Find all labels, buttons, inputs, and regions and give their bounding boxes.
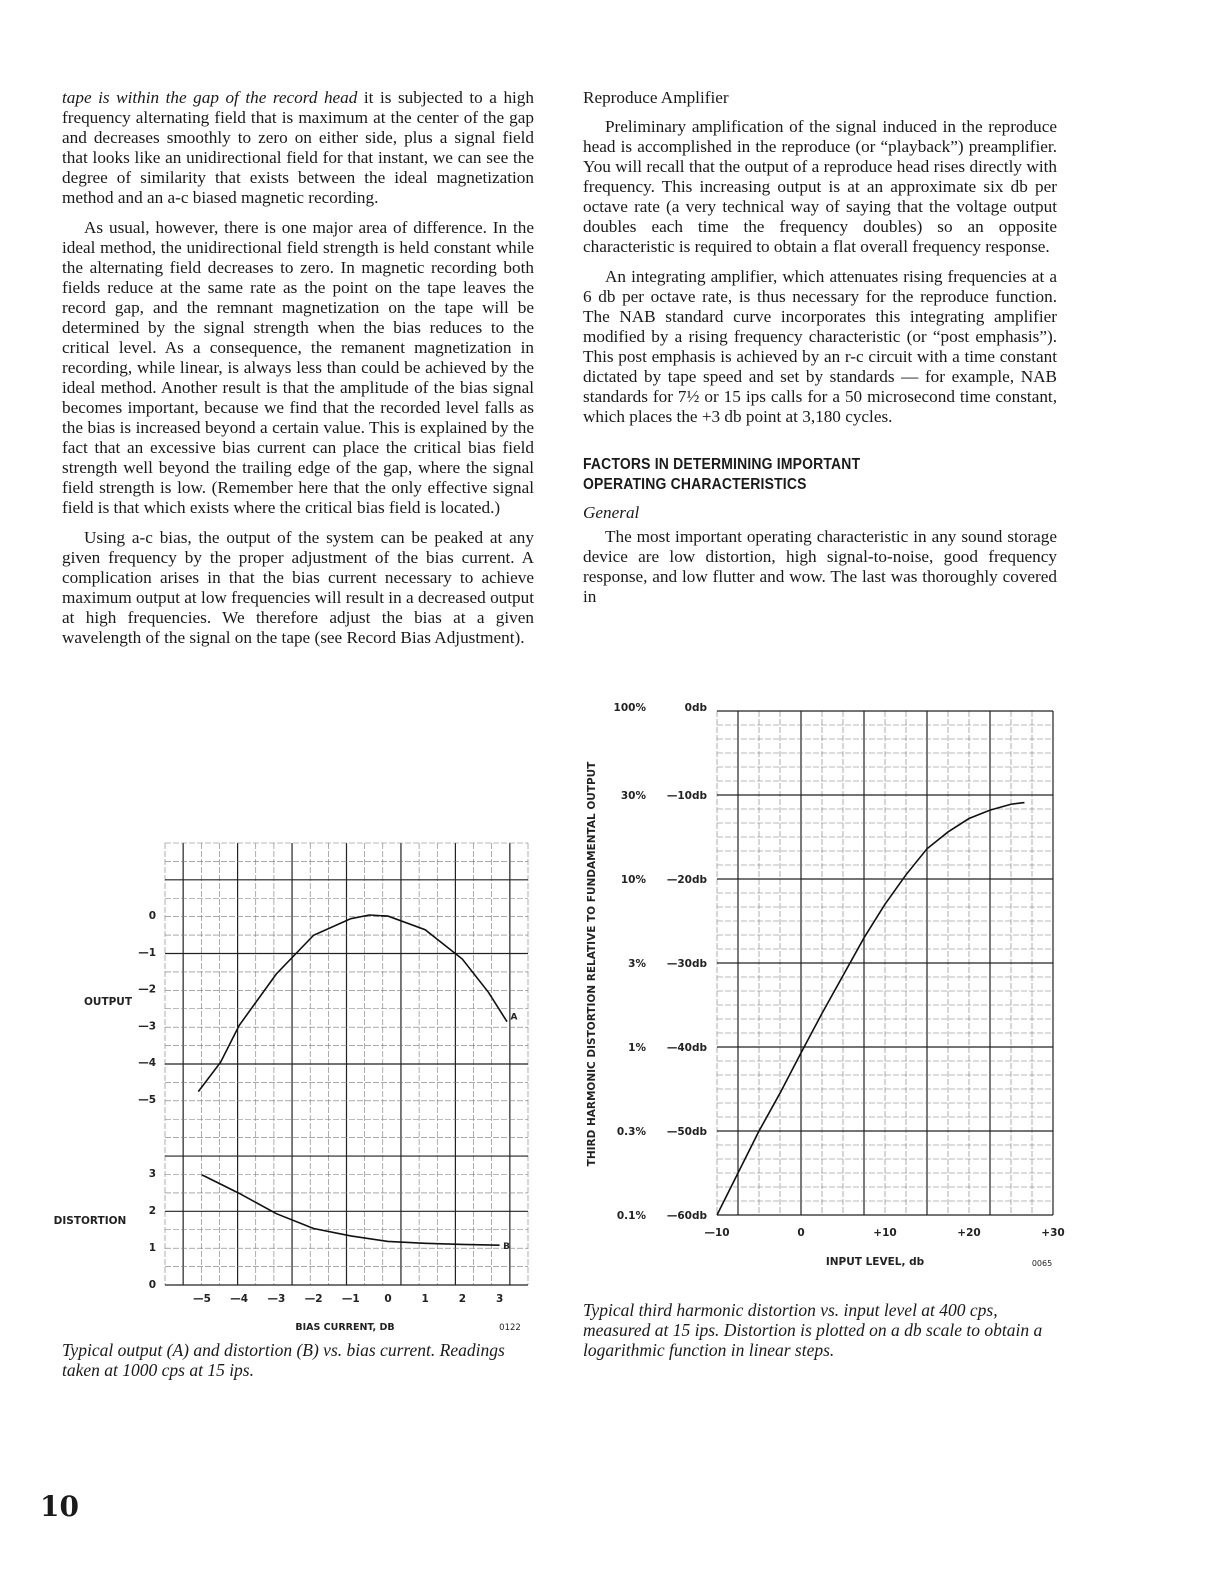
x-tick-label: —3 [267,1293,286,1305]
x-tick-label: 0 [384,1293,392,1305]
x-tick-label: 0 [797,1227,805,1239]
subheading-reproduce-amplifier: Reproduce Amplifier [583,88,729,107]
y-tick-label-percent: 30% [620,790,646,802]
x-axis-label: INPUT LEVEL, db [825,1256,925,1268]
page-number: 10 [40,1490,79,1523]
series-line-distortion [717,803,1024,1215]
distortion-chart-grid [717,711,1053,1215]
heading-line: FACTORS IN DETERMINING IMPORTANT [583,456,861,473]
y-tick-label-output: —1 [138,946,156,959]
paragraph: The most important operating characteristic in any sound storage device are low distortion, high signal-to-noise, good frequency response, and low flutter and wow. The last was thoroughly covered in [583,527,1057,606]
y-tick-label-output: —4 [138,1057,156,1070]
paragraph-text: it is subjected to a high frequency alternating field that is maximum at the center of the gap and decreases smoothly to zero on either side, plus a signal field that looks like an unidirectional field for that instant, we can see the degree of similarity that exists between the ideal magnetization method and an a-c biased magnetic recording. [62,88,534,207]
figure-caption-distortion: Typical third harmonic distortion vs. input level at 400 cps, measured at 15 ips. Distortion is plotted on a db scale to obtain a logarithmic function in linear steps. [583,1300,1043,1360]
y-tick-label-db: —40db [666,1042,707,1054]
x-tick-label: —4 [230,1293,249,1305]
y-tick-label-output: —3 [138,1020,156,1033]
x-tick-label: +20 [957,1227,981,1239]
x-tick-label: 2 [458,1293,467,1305]
paragraph: An integrating amplifier, which attenuates rising frequencies at a 6 db per octave rate, is thus necessary for the reproduce function. The NAB standard curve incorporates this integrating amplifier modified by a rising frequency characteristic (or “post emphasis”). This post emphasis is achieved by an r-c circuit with a time constant dictated by tape speed and set by standards — for example, NAB standards for 7½ or 15 ips calls for a 50 microsecond time constant, which places the +3 db point at 3,180 cycles. [583,267,1057,426]
figure-code: 0122 [499,1323,521,1333]
y-axis-label-distortion: DISTORTION [53,1215,127,1227]
y-tick-label-percent: 0.3% [616,1126,646,1138]
figure-caption-bias: Typical output (A) and distortion (B) vs. bias current. Readings taken at 1000 cps at 15 ips. [62,1340,505,1380]
x-tick-label: —2 [304,1293,323,1305]
x-tick-label: 3 [495,1293,504,1305]
y-tick-label-percent: 3% [628,958,646,970]
series-label-A: A [510,1012,518,1023]
y-tick-label-db: —30db [666,958,707,970]
y-tick-label-percent: 10% [620,874,646,886]
y-tick-label-db: —20db [666,874,707,886]
y-axis-label-output: OUTPUT [84,996,132,1008]
subheading-general: General [583,503,640,522]
y-tick-label-db: —10db [666,790,707,802]
y-tick-label-db: —50db [666,1126,707,1138]
y-tick-label-distortion: 2 [148,1205,156,1217]
y-axis-label: THIRD HARMONIC DISTORTION RELATIVE TO FUNDAMENTAL OUTPUT [586,761,598,1167]
x-axis-label: BIAS CURRENT, DB [295,1322,395,1333]
figure-code: 0065 [1031,1259,1053,1268]
x-tick-label: +10 [873,1227,897,1239]
x-tick-label: —1 [341,1293,360,1305]
italic-phrase: tape is within the gap of the record head [62,88,358,107]
series-label-B: B [503,1242,511,1253]
paragraph: As usual, however, there is one major area of difference. In the ideal method, the unidirectional field strength is held constant while the alternating field decreases to zero. In magnetic recording both fields reduce at the same rate as the point on the tape leaves the record gap, and the remnant magnetization on the tape will be determined by the signal strength when the bias reduces to the critical level. As a consequence, the remanent magnetization in recording, while linear, is always less than could be achieved by the ideal method. Another result is that the amplitude of the bias signal becomes important, because we find that the recorded level falls as the bias is increased beyond a certain value. This is explained by the fact that an excessive bias current can place the critical bias field strength well beyond the trailing edge of the gap, where the signal field strength is low. (Remember here that the only effective signal field is that which exists where the critical bias field is located.) [62,218,534,517]
x-tick-label: —5 [193,1293,211,1305]
y-tick-label-output: 0 [148,910,156,922]
y-tick-label-output: —5 [138,1094,156,1106]
x-tick-label: 1 [421,1293,429,1305]
y-tick-label-distortion: 3 [148,1168,156,1180]
y-tick-label-percent: 1% [628,1042,646,1054]
y-tick-label-db: 0db [684,702,707,714]
heading-line: OPERATING CHARACTERISTICS [583,476,807,493]
x-tick-label: +30 [1041,1227,1065,1239]
y-tick-label-output: —2 [138,983,156,996]
y-tick-label-distortion: 1 [148,1242,156,1254]
y-tick-label-db: —60db [666,1210,707,1222]
y-tick-label-percent: 0.1% [616,1210,646,1222]
y-tick-label-percent: 100% [613,702,646,714]
series-line-A [198,915,507,1092]
y-tick-label-distortion: 0 [148,1279,156,1291]
paragraph: Using a-c bias, the output of the system can be peaked at any given frequency by the proper adjustment of the bias current. A complication arises in that the bias current necessary to achieve maximum output at low frequencies will result in a decreased output at high frequencies. We therefore adjust the bias at a given wavelength of the signal on the tape (see Record Bias Adjustment). [62,528,534,647]
paragraph: Preliminary amplification of the signal induced in the reproduce head is accomplished in the reproduce (or “playback”) preamplifier. You will recall that the output of a reproduce head rises directly with frequency. This increasing output is at an approximate six db per octave rate (a very technical way of saying that the voltage output doubles each time the frequency doubles) so an opposite characteristic is required to obtain a flat overall frequency response. [583,117,1057,256]
x-tick-label: —10 [704,1227,730,1239]
